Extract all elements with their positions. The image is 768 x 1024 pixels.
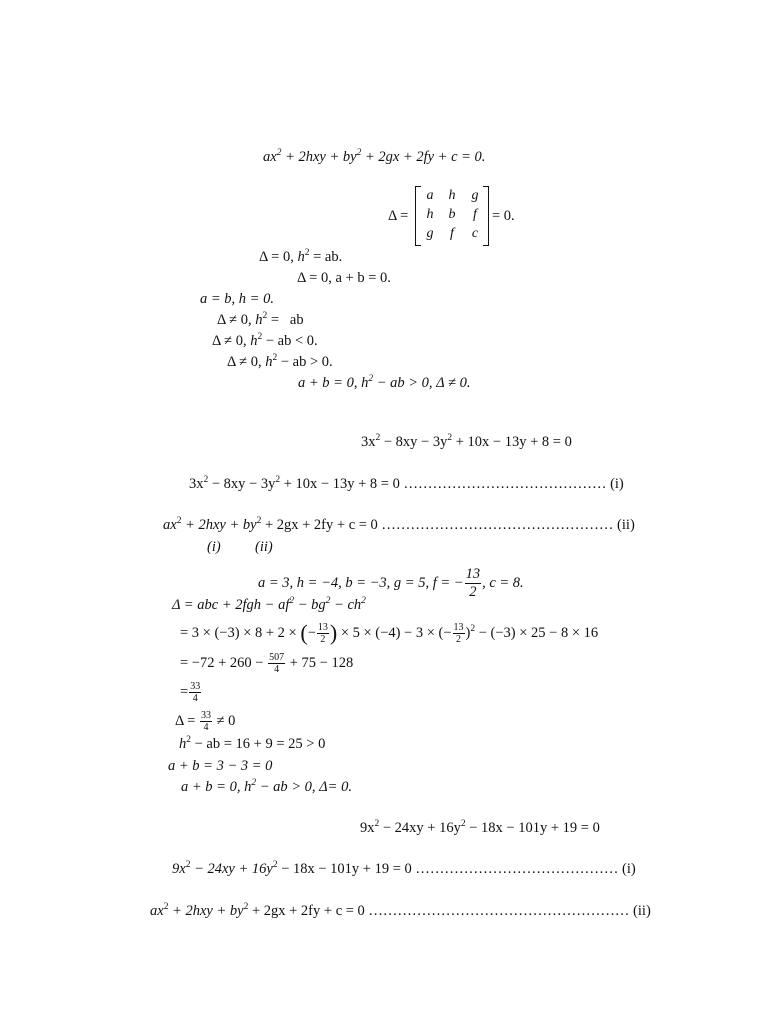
condition-line: a = b, h = 0. [200,291,274,307]
matrix-cell: b [448,207,456,222]
general-equation: $ax^2 + 2hxy + by^2 + 2gx + 2fy + c = 0$. [263,148,486,165]
matrix-cell: a [426,188,434,203]
fraction: $\frac{507}{4}$ [269,652,285,675]
delta-label: Δ = [388,208,409,224]
example2-equation-i: $9x^2 - 24xy + 16y^2 - 18x - 101y + 19 = 0$ …………………………………… (i) [172,860,636,877]
condition-line: Δ ≠ 0, $h^2$ = ab [217,311,304,328]
matrix-cell: c [471,226,479,241]
condition-line: Δ ≠ 0, $h^2$ − ab > 0. [227,353,333,370]
example1-equation-i: $3x^2 - 8xy - 3y^2 + 10x - 13y + 8 = 0$ …………………………………… (i) [189,475,624,492]
simplification-line: = −72 + 260 − $\frac{507}{4}$ + 75 − 128 [180,652,354,675]
delta-value-line: Δ = $\frac{33}{4}$ ≠ 0 [175,710,236,733]
determinant-matrix [415,186,489,246]
fraction: $\frac{13}{2}$ [317,622,328,645]
example2-equation-ii: $ax^2 + 2hxy + by^2 + 2gx + 2fy + c = 0$ ……………………………………………… (ii) [150,902,651,919]
fraction: $\frac{13}{2}$ [465,566,481,600]
matrix-cell: f [450,226,454,241]
matrix-cell: h [448,188,456,203]
h2-ab-line: $h^2$ − ab = 16 + 9 = 25 > 0 [179,735,326,752]
condition-line: Δ ≠ 0, $h^2$ − ab < 0. [212,332,318,349]
delta-definition: Δ = abc + $2fgh - af^2 - bg^2 - ch^2$ [172,596,366,613]
result-line: = $\frac{33}{4}$ [180,681,201,704]
label-ii: (ii) [255,539,273,555]
a-plus-b-line: a + b = 3 − 3 = 0 [168,758,273,774]
coefficients-line: a = 3, h = −4, b = −3, g = 5, f = − $\frac{13}{2}$ , c = 8. [258,566,524,600]
example2-equation: $9x^2 - 24xy + 16y^2 - 18x - 101y + 19 = 0$ [360,819,600,836]
fraction: $\frac{33}{4}$ [200,710,211,733]
example1-equation: $3x^2 - 8xy - 3y^2 + 10x - 13y + 8 = 0$ [361,433,572,450]
matrix-cell: f [473,207,477,222]
label-i: (i) [207,539,221,555]
conclusion-line: a + b = 0, $h^2$ − ab > 0, Δ= 0. [181,778,352,795]
matrix-cell: g [471,188,479,203]
substitution-line: = 3 × (−3) × 8 + 2 × (− $\frac{13}{2}$ ) × 5 × (−4) − 3 × (− $\frac{13}{2}$ )$^2$ − (−3) × 25 − 8 × 16 [180,619,599,645]
condition-line: Δ = 0, a + b = 0. [297,270,391,286]
fraction: $\frac{33}{4}$ [190,681,201,704]
matrix-cell: g [426,226,434,241]
delta-equals-zero: = 0. [492,208,515,224]
fraction: $\frac{13}{2}$ [453,622,464,645]
matrix-cell: h [426,207,434,222]
example1-equation-ii: $ax^2 + 2hxy + by^2 + 2gx + 2fy + c = 0$ ………………………………………… (ii) [163,516,635,533]
condition-line: Δ = 0, $h^2$ = ab. [259,248,343,265]
condition-line: a + b = 0, $h^2$ − ab > 0, Δ ≠ 0. [298,374,471,391]
